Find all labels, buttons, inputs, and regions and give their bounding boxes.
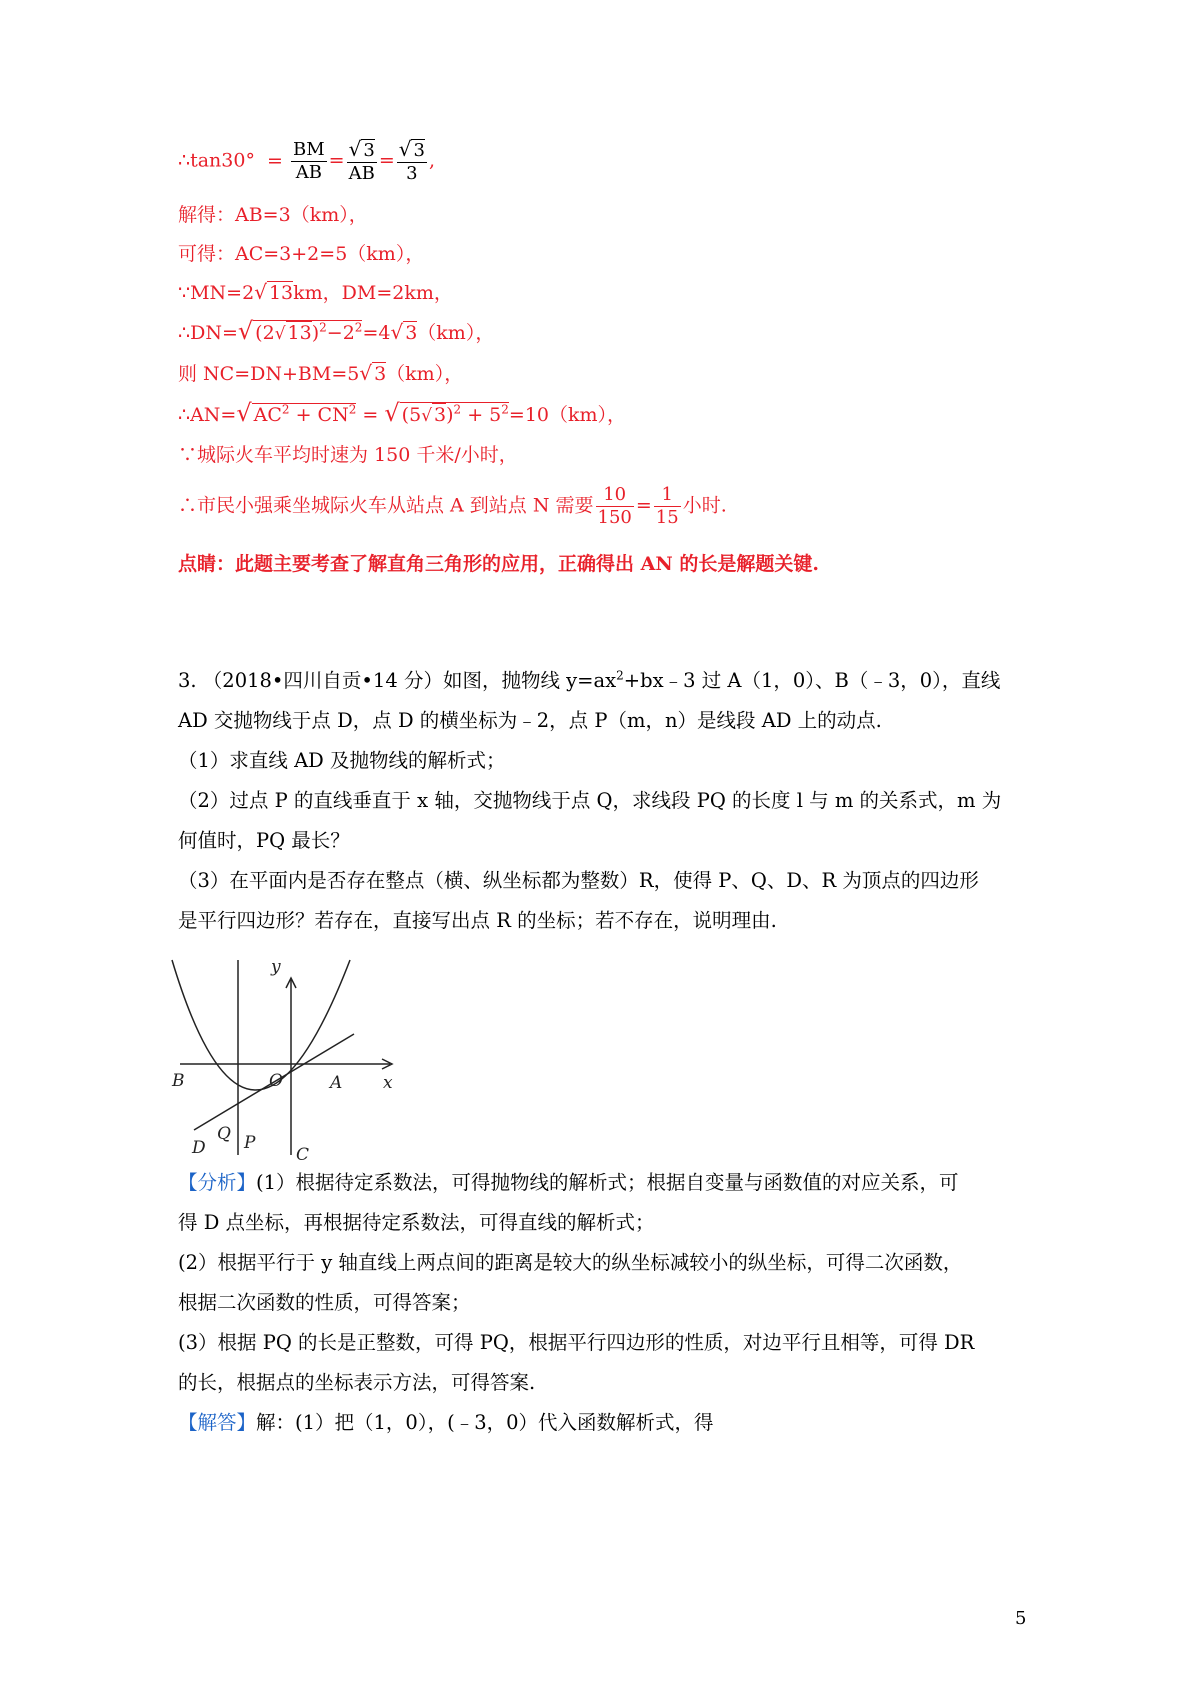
answer-line: 【解答】解：(1）把（1，0），(﹣3，0）代入函数解析式，得 — [178, 1411, 714, 1434]
label-x: x — [383, 1073, 393, 1093]
solution-line-time: ∴市民小强乘坐城际火车从站点 A 到站点 N 需要 $\frac{10}{150}$ = $\frac{1}{15}$ 小时. — [178, 484, 727, 528]
solution-line-nc: 则 NC=DN+BM=5√ 3（km）， — [178, 361, 464, 385]
fraction-root3-ab: $\frac{√ 3}{AB}$ — [348, 137, 375, 184]
solution-line-mn: ∵MN=2√ 13km，DM=2km， — [178, 280, 453, 304]
page-number: 5 — [1015, 1608, 1027, 1629]
analysis-tag: 【分析】 — [178, 1171, 257, 1194]
solution-line-speed: ∵城际火车平均时速为 150 千米/小时， — [178, 444, 518, 466]
question-line: （2）过点 P 的直线垂直于 x 轴，交抛物线于点 Q，求线段 PQ 的长度 l 与 m 的关系式，m 为 — [178, 789, 1002, 812]
analysis-block — [178, 1163, 1033, 1443]
label-p: P — [244, 1133, 256, 1153]
answer-tag: 【解答】 — [178, 1411, 257, 1434]
question-line: 3. （2018•四川自贡•14 分）如图，抛物线 $y=ax^2+bx﹣3$ 过 A（1，0）、B（﹣3，0），直线 — [178, 668, 1001, 692]
solution-line-ab: 解得：AB=3（km）， — [178, 204, 368, 226]
solution-comment: 点睛：此题主要考查了解直角三角形的应用，正确得出 AN 的长是解题关键. — [178, 553, 819, 575]
fraction-1-15: $\frac{1}{15}$ — [655, 484, 679, 528]
label-q: Q — [217, 1124, 231, 1144]
label-o: O — [269, 1071, 283, 1091]
fraction-root3-3: $\frac{√ 3}{3}$ — [398, 137, 425, 184]
label-b: B — [172, 1071, 185, 1091]
solution-line-dn: ∴DN=√ (2√ $13)^2-2^2=4√$ 3（km）， — [178, 317, 495, 345]
solution-line-an: ∴AN=√ $AC^2 + CN^2$ = √ (5√ $3)^2 + 5^2=10(km)$， — [178, 399, 627, 427]
parabola-curve — [172, 960, 350, 1090]
analysis-line: 的长，根据点的坐标表示方法，可得答案. — [178, 1371, 536, 1394]
analysis-line: 得 D 点坐标，再根据待定系数法，可得直线的解析式； — [178, 1211, 655, 1234]
question-line: 是平行四边形？若存在，直接写出点 R 的坐标；若不存在，说明理由. — [178, 909, 777, 932]
solution-line-tan: ∴tan30° = $\frac{BM}{AB}$ = $\frac{√ 3}{AB}$ = $\frac{√ 3}{3}$ , — [178, 137, 435, 184]
label-y: y — [271, 957, 281, 977]
question-line: （1）求直线 AD 及抛物线的解析式； — [178, 749, 506, 772]
question-line: 何值时，PQ 最长？ — [178, 829, 350, 852]
parabola-figure — [172, 957, 408, 1165]
label-a: A — [330, 1073, 343, 1093]
analysis-line: (3）根据 PQ 的长是正整数，可得 PQ，根据平行四边形的性质，对边平行且相等，可得 DR — [178, 1331, 975, 1354]
label-c: C — [296, 1145, 310, 1165]
solution-line-ac: 可得：AC=3+2=5（km）， — [178, 243, 425, 265]
analysis-line: 根据二次函数的性质，可得答案； — [178, 1291, 471, 1314]
fraction-bm-ab: $\frac{BM}{AB}$ — [292, 139, 325, 183]
analysis-line: 【分析】(1）根据待定系数法，可得抛物线的解析式；根据自变量与函数值的对应关系，可 — [178, 1171, 959, 1194]
analysis-line: (2）根据平行于 y 轴直线上两点间的距离是较大的纵坐标减较小的纵坐标，可得二次函数， — [178, 1251, 963, 1274]
question-line: AD 交抛物线于点 D，点 D 的横坐标为﹣2，点 P（m，n）是线段 AD 上的动点. — [178, 709, 882, 732]
fraction-10-150: $\frac{10}{150}$ — [597, 484, 632, 528]
question-3 — [178, 661, 1033, 941]
label-d: D — [192, 1138, 206, 1158]
question-line: （3）在平面内是否存在整点（横、纵坐标都为整数）R，使得 P、Q、D、R 为顶点的四边形 — [178, 869, 979, 892]
